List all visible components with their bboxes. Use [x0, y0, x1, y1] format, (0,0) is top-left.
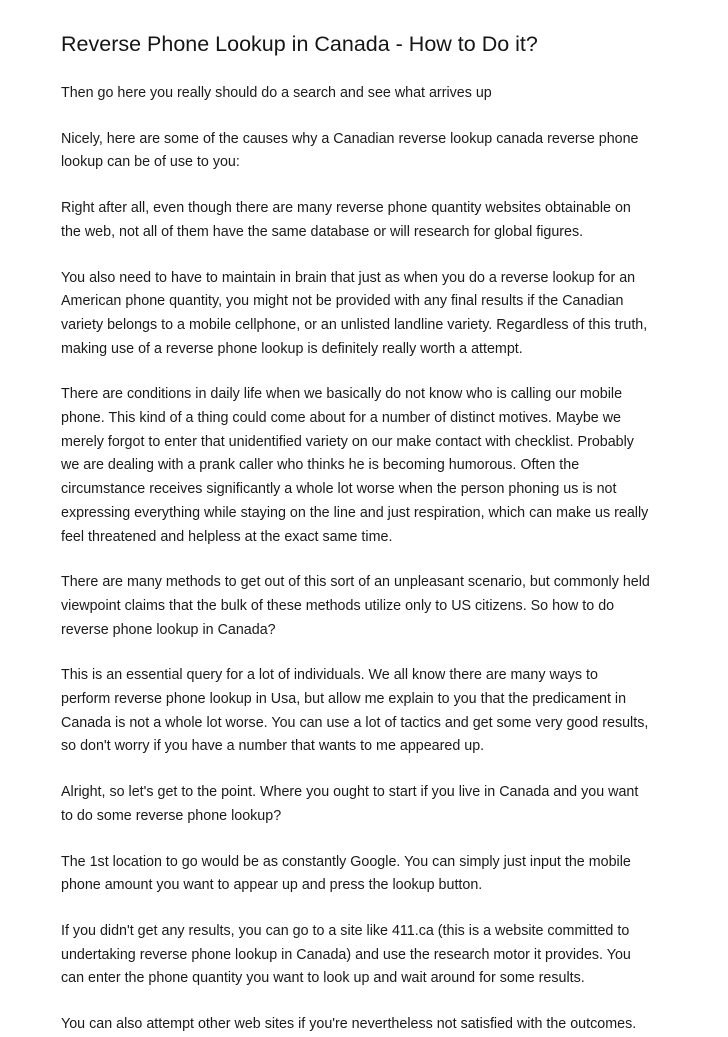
text-line: If you didn't get any results, you can go to a site like 411.ca (this is a website committed to	[61, 922, 630, 939]
text-line: variety belongs to a mobile cellphone, or an unlisted landline variety. Regardless of this truth,	[61, 316, 648, 333]
text-line: so don't worry if you have a number that wants to me appeared up.	[61, 738, 485, 755]
text-line: lookup can be of use to you:	[61, 154, 240, 171]
text-line: Canada is not a whole lot worse. You can use a lot of tactics and get some very good results,	[61, 714, 649, 731]
text-line: making use of a reverse phone lookup is definitely really worth a attempt.	[61, 340, 523, 357]
text-line: to do some reverse phone lookup?	[61, 807, 282, 824]
text-line: There are conditions in daily life when we basically do not know who is calling our mobile	[61, 386, 623, 403]
paragraph-9	[61, 851, 681, 898]
text-line: Right after all, even though there are many reverse phone quantity websites obtainable on	[61, 200, 631, 217]
paragraph-10	[61, 920, 681, 991]
text-line: we are dealing with a prank caller who thinks he is becoming humorous. Often the	[61, 457, 580, 474]
text-line: viewpoint claims that the bulk of these methods utilize only to US citizens. So how to do	[61, 597, 615, 614]
text-line: circumstance receives significantly a whole lot worse when the person phoning us is not	[61, 481, 617, 498]
text-line: reverse phone lookup in Canada?	[61, 621, 276, 638]
text-line: the web, not all of them have the same database or will research for global figures.	[61, 223, 584, 240]
text-line: Then go here you really should do a search and see what arrives up	[61, 85, 492, 101]
document-title: Reverse Phone Lookup in Canada - How to Do it?	[61, 32, 538, 56]
paragraph-8	[61, 781, 681, 828]
text-line: expressing everything while staying on the line and just respiration, which can make us really	[61, 504, 649, 521]
text-line: The 1st location to go would be as constantly Google. You can simply just input the mobile	[61, 853, 631, 870]
text-line: perform reverse phone lookup in Usa, but allow me explain to you that the predicament in	[61, 691, 627, 708]
text-line: phone amount you want to appear up and press the lookup button.	[61, 877, 483, 894]
paragraph-2	[61, 128, 681, 175]
text-line: Nicely, here are some of the causes why a Canadian reverse lookup canada reverse phone	[61, 130, 639, 147]
text-line: phone. This kind of a thing could come about for a number of distinct motives. Maybe we	[61, 410, 622, 427]
paragraph-7	[61, 664, 681, 759]
paragraph-4	[61, 267, 681, 362]
text-line: undertaking reverse phone lookup in Canada) and use the research motor it provides. You	[61, 946, 631, 963]
text-line: feel threatened and helpless at the exact same time.	[61, 528, 393, 545]
text-line: You can also attempt other web sites if you're nevertheless not satisfied with the outcomes.	[61, 1016, 637, 1033]
text-line: Alright, so let's get to the point. Where you ought to start if you live in Canada and you want	[61, 784, 639, 801]
text-line: American phone quantity, you might not be provided with any final results if the Canadian	[61, 293, 624, 310]
text-line: can enter the phone quantity you want to look up and wait around for some results.	[61, 970, 585, 987]
text-line: merely forgot to enter that unidentified variety on our make contact with checklist. Probably	[61, 433, 634, 450]
text-line: You also need to have to maintain in brain that just as when you do a reverse lookup for an	[61, 269, 636, 286]
text-line: This is an essential query for a lot of individuals. We all know there are many ways to	[61, 667, 598, 684]
paragraph-6	[61, 571, 681, 642]
document-page	[61, 30, 681, 1037]
paragraph-3	[61, 197, 681, 244]
paragraph-5	[61, 383, 681, 549]
text-line: There are many methods to get out of this sort of an unpleasant scenario, but commonly held	[61, 574, 650, 591]
paragraph-11	[61, 1013, 681, 1037]
paragraph-1	[61, 82, 681, 106]
